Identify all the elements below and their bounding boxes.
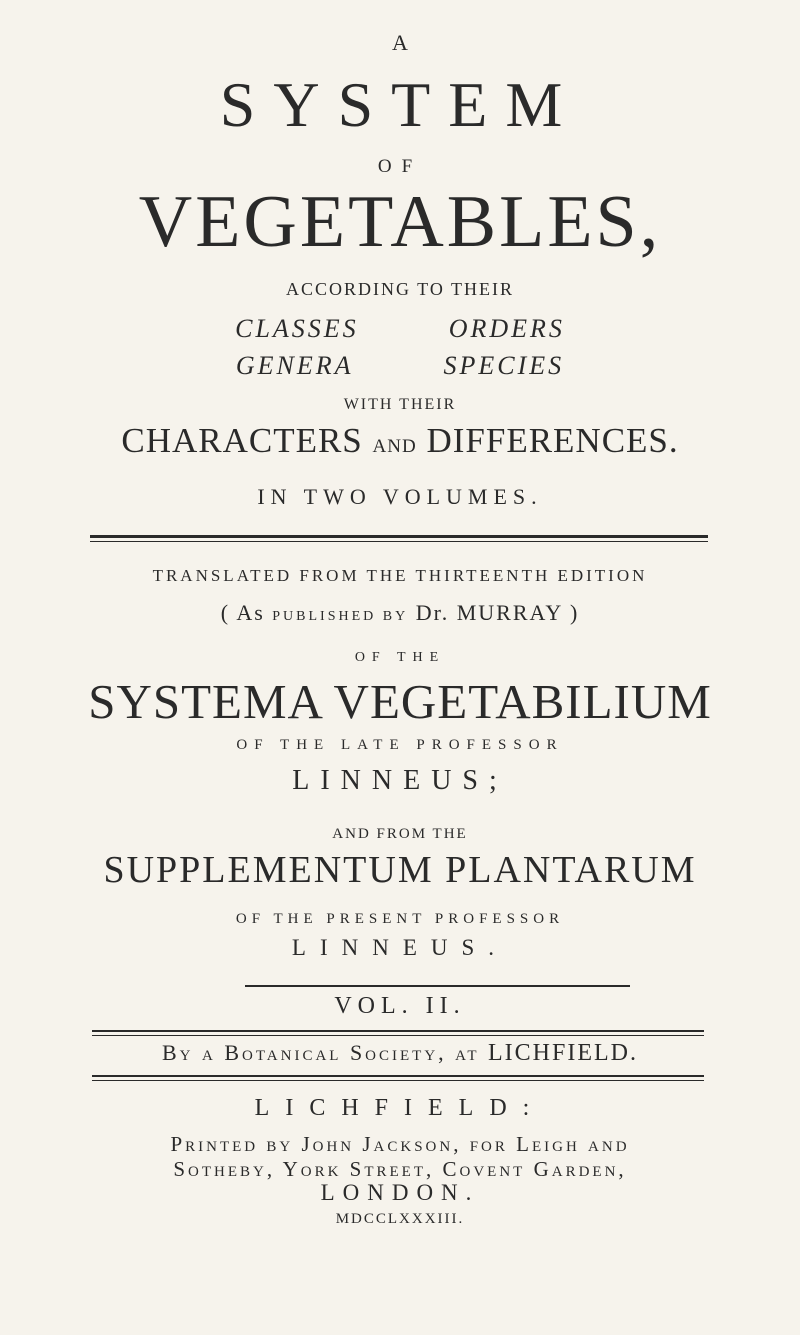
characters-line: [0, 421, 800, 461]
volume-number: VOL. II.: [334, 993, 466, 1019]
society-line: [0, 1040, 800, 1067]
systema-vegetabilium: SYSTEMA VEGETABILIUM: [88, 674, 712, 729]
linneus-first: LINNEUS;: [292, 765, 508, 796]
linneus-second: LINNEUS.: [291, 935, 509, 960]
genera-term: GENERA: [235, 351, 354, 380]
and-term: and: [372, 428, 417, 458]
according-line: ACCORDING TO THEIR: [285, 279, 514, 299]
london-line: LONDON.: [320, 1180, 480, 1205]
by-society: By a Botanical Society, at: [161, 1040, 480, 1065]
double-rule-top-thin: [90, 541, 708, 542]
of-the-line: OF THE: [354, 650, 446, 665]
double-rule-top-thick: [90, 535, 708, 538]
published-name: MURRAY ): [456, 600, 580, 625]
differences-term: DIFFERENCES.: [426, 421, 679, 460]
characters-term: CHARACTERS: [121, 421, 363, 460]
two-volumes-line: IN TWO VOLUMES.: [257, 484, 543, 509]
and-from-line: AND FROM THE: [332, 826, 468, 842]
title-article: A: [392, 30, 408, 55]
with-their-line: WITH THEIR: [343, 396, 457, 413]
title-vegetables: VEGETABLES,: [138, 181, 662, 263]
rule-below-society: [92, 1075, 704, 1077]
published-by: PUBLISHED BY: [272, 609, 409, 624]
orders-term: ORDERS: [448, 314, 565, 343]
rule-above-volume: [245, 985, 630, 987]
late-professor-line: OF THE LATE PROFESSOR: [236, 737, 564, 753]
published-line: [0, 600, 800, 626]
species-term: SPECIES: [443, 351, 565, 380]
imprint-date: MDCCLXXXIII.: [335, 1211, 465, 1227]
present-professor-line: OF THE PRESENT PROFESSOR: [235, 911, 565, 927]
printed-line-2: Sotheby, York Street, Covent Garden,: [173, 1157, 627, 1181]
rule-above-society: [92, 1030, 704, 1032]
title-of: OF: [377, 156, 423, 177]
translated-line: TRANSLATED FROM THE THIRTEENTH EDITION: [152, 566, 648, 585]
genera-species-line: [0, 351, 800, 381]
classes-term: CLASSES: [235, 314, 359, 343]
imprint-place: LICHFIELD:: [254, 1095, 546, 1121]
printed-line-1: Printed by John Jackson, for Leigh and: [170, 1132, 630, 1156]
classes-orders-line: [0, 314, 800, 344]
published-dr: Dr.: [415, 600, 450, 625]
society-lichfield: LICHFIELD.: [488, 1040, 638, 1066]
rule-below-society-thin: [92, 1080, 704, 1081]
rule-above-society-thin: [92, 1035, 704, 1036]
published-open: ( As: [220, 600, 265, 625]
supplementum-plantarum: SUPPLEMENTUM PLANTARUM: [103, 849, 697, 891]
title-system: SYSTEM: [219, 69, 581, 140]
